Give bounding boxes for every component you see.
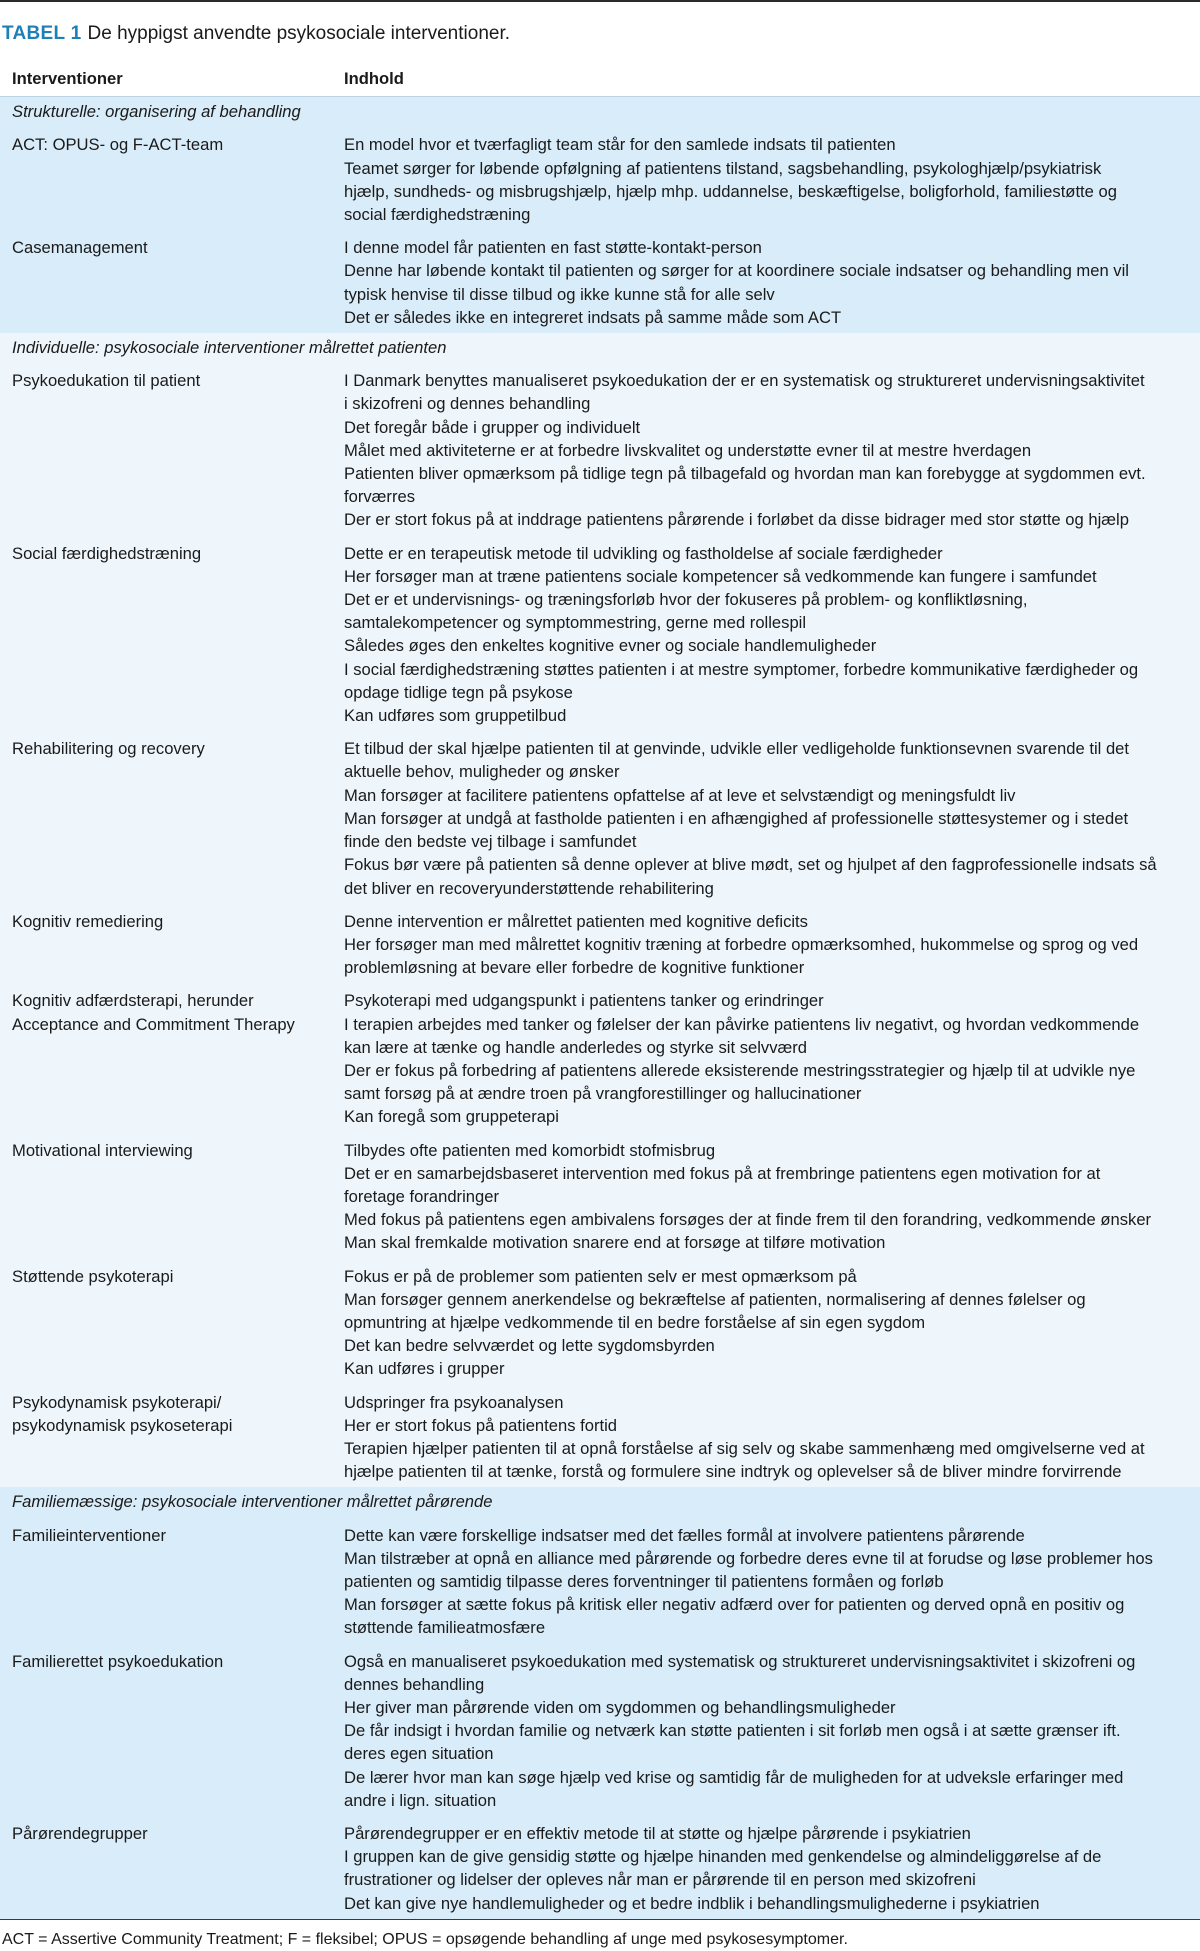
content-line: hjælp, sundheds- og misbrugshjælp, hjælp mhp. uddannelse, beskæftigelse, boligforhold, familiestøtte og	[344, 181, 1117, 201]
content-line: Dette er en terapeutisk metode til udvikling og fastholdelse af sociale færdigheder	[344, 543, 943, 563]
intervention-cell	[0, 731, 340, 903]
intervention-name-line: Rehabilitering og recovery	[12, 739, 205, 759]
content-cell	[340, 1644, 1200, 1816]
caption-text: De hyppigst anvendte psykosociale interventioner.	[87, 23, 511, 44]
content-cell	[340, 1133, 1200, 1259]
section-title: Familiemæssige: psykosociale interventioner målrettet pårørende	[0, 1487, 1200, 1517]
content-line: Det kan give nye handlemuligheder og et bedre indblik i behandlingsmulighederne i psykiatrien	[344, 1893, 1040, 1913]
content-cell	[340, 904, 1200, 984]
table-row	[0, 363, 1200, 535]
content-line: foretage forandringer	[344, 1186, 499, 1206]
content-line: Kan foregå som gruppeterapi	[344, 1107, 559, 1127]
content-line: Dette kan være forskellige indsatser med det fælles formål at involvere patientens pårørende	[344, 1525, 1025, 1545]
content-line: Patienten bliver opmærksom på tidlige tegn på tilbagefald og hvordan man kan forebygge at sygdommen evt.	[344, 464, 1146, 484]
intervention-name-line: Støttende psykoterapi	[12, 1266, 174, 1286]
content-line: dennes behandling	[344, 1674, 485, 1694]
interventions-table	[0, 60, 1200, 1951]
content-line: Her forsøger man at træne patientens sociale kompetencer så vedkommende kan fungere i samfundet	[344, 566, 1097, 586]
content-line: I denne model får patienten en fast støtte-kontakt-person	[344, 238, 762, 258]
content-cell	[340, 1518, 1200, 1644]
intervention-name-line: ACT: OPUS- og F-ACT-team	[12, 135, 224, 155]
header-interventions: Interventioner	[0, 60, 340, 97]
content-line: Kan udføres i grupper	[344, 1359, 505, 1379]
content-line: andre i lign. situation	[344, 1790, 497, 1810]
content-line: Pårørendegrupper er en effektiv metode til at støtte og hjælpe pårørende i psykiatrien	[344, 1824, 971, 1844]
content-line: En model hvor et tværfagligt team står for den samlede indsats til patienten	[344, 135, 896, 155]
content-line: typisk henvise til disse tilbud og ikke kunne stå for alle selv	[344, 284, 775, 304]
content-line: Det er et undervisnings- og træningsforløb hvor der fokuseres på problem- og konfliktløsning,	[344, 590, 1028, 610]
intervention-name-line: Familierettet psykoedukation	[12, 1651, 224, 1671]
table-row	[0, 1133, 1200, 1259]
table-row	[0, 983, 1200, 1132]
content-line: Man forsøger gennem anerkendelse og bekræftelse af patienten, normalisering af dennes følelser og	[344, 1289, 1086, 1309]
content-line: opmuntring at hjælpe vedkommende til en bedre forståelse af sin egen sygdom	[344, 1312, 926, 1332]
content-line: Man forsøger at facilitere patientens opfattelse af at leve et selvstændigt og meningsfuldt liv	[344, 785, 1016, 805]
intervention-cell	[0, 1133, 340, 1259]
content-line: I social færdighedstræning støttes patienten i at mestre symptomer, forbedre kommunikative færdigheder og	[344, 659, 1139, 679]
content-line: Det er en samarbejdsbaseret intervention med fokus på at frembringe patientens egen motivation for at	[344, 1163, 1101, 1183]
content-cell	[340, 731, 1200, 903]
table-row	[0, 1518, 1200, 1644]
content-line: Således øges den enkeltes kognitive evner og sociale handlemuligheder	[344, 636, 877, 656]
intervention-cell	[0, 127, 340, 230]
intervention-name-line: Kognitiv remediering	[12, 911, 164, 931]
intervention-name-line: Social færdighedstræning	[12, 543, 202, 563]
table-row	[0, 127, 1200, 230]
intervention-name-line: Motivational interviewing	[12, 1140, 193, 1160]
content-cell	[340, 363, 1200, 535]
content-line: Udspringer fra psykoanalysen	[344, 1392, 564, 1412]
intervention-cell	[0, 1644, 340, 1816]
content-line: Denne intervention er målrettet patienten med kognitive deficits	[344, 911, 808, 931]
content-line: Der er stort fokus på at inddrage patientens pårørende i forløbet da disse bidrager med stor støtte og hjælp	[344, 510, 1129, 530]
content-line: Man forsøger at sætte fokus på kritisk eller negativ adfærd over for patienten og derved opnå en positiv og	[344, 1595, 1125, 1615]
content-line: Et tilbud der skal hjælpe patienten til at genvinde, udvikle eller vedligeholde funktionsevnen svarende til det	[344, 739, 1130, 759]
section-title: Strukturelle: organisering af behandling	[0, 97, 1200, 128]
content-line: patienten og samtidig tilpasse deres forventninger til patientens formåen og forløb	[344, 1571, 944, 1591]
intervention-name-line: psykodynamisk psykoseterapi	[12, 1415, 233, 1435]
table-row	[0, 1259, 1200, 1385]
table-row	[0, 536, 1200, 732]
content-line: Her er stort fokus på patientens fortid	[344, 1415, 618, 1435]
content-line: Der er fokus på forbedring af patientens allerede eksisterende mestringsstrategier og hjælp til at udvikle nye	[344, 1060, 1136, 1080]
content-line: Også en manualiseret psykoedukation med systematisk og struktureret undervisningsaktivitet i skizofreni og	[344, 1651, 1136, 1671]
content-line: aktuelle behov, muligheder og ønsker	[344, 762, 620, 782]
footnote-row	[0, 1919, 1200, 1951]
table-row	[0, 1816, 1200, 1919]
content-line: problemløsning at bevare eller forbedre de kognitive funktioner	[344, 958, 805, 978]
content-line: støttende familieatmosfære	[344, 1618, 546, 1638]
content-line: I Danmark benyttes manualiseret psykoedukation der er en systematisk og struktureret undervisningsaktivitet	[344, 371, 1145, 391]
content-line: samtalekompetencer og symptommestring, gerne med rollespil	[344, 613, 807, 633]
content-line: deres egen situation	[344, 1744, 494, 1764]
footnote: ACT = Assertive Community Treatment; F = fleksibel; OPUS = opsøgende behandling af unge med psykosesymptomer.	[0, 1919, 1200, 1951]
intervention-name-line: Casemanagement	[12, 238, 148, 258]
table-body	[0, 97, 1200, 1920]
content-line: Terapien hjælper patienten til at opnå forståelse af sig selv og skabe sammenhæng med omgivelserne ved at	[344, 1438, 1145, 1458]
intervention-name-line: Psykoedukation til patient	[12, 371, 201, 391]
section-row	[0, 1487, 1200, 1517]
intervention-cell	[0, 983, 340, 1132]
content-line: det bliver en recoveryunderstøttende rehabilitering	[344, 878, 714, 898]
content-line: social færdighedstræning	[344, 205, 531, 225]
content-line: I terapien arbejdes med tanker og følelser der kan påvirke patientens liv negativt, og hvordan vedkommende	[344, 1014, 1140, 1034]
content-line: Kan udføres som gruppetilbud	[344, 706, 567, 726]
content-line: Fokus er på de problemer som patienten selv er mest opmærksom på	[344, 1266, 857, 1286]
content-line: frustrationer og lidelser der opleves når man er pårørende til en person med skizofreni	[344, 1870, 976, 1890]
content-line: Man skal fremkalde motivation snarere end at forsøge at tilføre motivation	[344, 1233, 886, 1253]
intervention-name-line: Acceptance and Commitment Therapy	[12, 1014, 295, 1034]
content-line: Tilbydes ofte patienten med komorbidt stofmisbrug	[344, 1140, 716, 1160]
content-line: De lærer hvor man kan søge hjælp ved krise og samtidig får de muligheden for at udveksle erfaringer med	[344, 1767, 1124, 1787]
table-row	[0, 904, 1200, 984]
header-row	[0, 60, 1200, 97]
content-line: hjælpe patienten til at tænke, forstå og formulere sine indtryk og oplevelser så de bliver mindre forvirrende	[344, 1462, 1122, 1482]
content-line: Her forsøger man med målrettet kognitiv træning at forbedre opmærksomhed, hukommelse og sprog og ved	[344, 934, 1139, 954]
content-line: Denne har løbende kontakt til patienten og sørger for at koordinere sociale indsatser og behandling men vil	[344, 261, 1129, 281]
table-row	[0, 1644, 1200, 1816]
content-line: finde den bedste vej tilbage i samfundet	[344, 832, 637, 852]
section-row	[0, 333, 1200, 363]
caption-label: TABEL 1	[2, 23, 82, 44]
table-row	[0, 230, 1200, 333]
content-cell	[340, 1259, 1200, 1385]
content-line: opdage tidlige tegn på psykose	[344, 682, 573, 702]
intervention-cell	[0, 1259, 340, 1385]
intervention-name-line: Pårørendegrupper	[12, 1824, 148, 1844]
intervention-cell	[0, 1518, 340, 1644]
content-cell	[340, 536, 1200, 732]
intervention-name-line: Kognitiv adfærdsterapi, herunder	[12, 991, 254, 1011]
intervention-cell	[0, 536, 340, 732]
content-line: Man forsøger at undgå at fastholde patienten i en afhængighed af professionelle støttesystemer og i stedet	[344, 808, 1129, 828]
content-line: Teamet sørger for løbende opfølgning af patientens tilstand, sagsbehandling, psykologhjælp/psykiatrisk	[344, 158, 1102, 178]
content-cell	[340, 1385, 1200, 1488]
content-line: Man tilstræber at opnå en alliance med pårørende og forbedre deres evne til at forudse og løse problemer hos	[344, 1548, 1153, 1568]
table-row	[0, 731, 1200, 903]
intervention-name-line: Familieinterventioner	[12, 1525, 167, 1545]
intervention-cell	[0, 1816, 340, 1919]
content-line: Med fokus på patientens egen ambivalens forsøges der at finde frem til den forandring, vedkommende ønsker	[344, 1210, 1152, 1230]
intervention-name-line: Psykodynamisk psykoterapi/	[12, 1392, 222, 1412]
content-cell	[340, 127, 1200, 230]
content-cell	[340, 230, 1200, 333]
content-line: Målet med aktiviteterne er at forbedre livskvalitet og understøtte evner til at mestre hverdagen	[344, 440, 1032, 460]
section-row	[0, 97, 1200, 128]
header-content: Indhold	[340, 60, 1200, 97]
content-cell	[340, 983, 1200, 1132]
content-line: i skizofreni og dennes behandling	[344, 394, 591, 414]
intervention-cell	[0, 363, 340, 535]
content-line: samt forsøg på at ændre troen på vrangforestillinger og hallucinationer	[344, 1084, 862, 1104]
content-line: Psykoterapi med udgangspunkt i patientens tanker og erindringer	[344, 991, 824, 1011]
content-cell	[340, 1816, 1200, 1919]
intervention-cell	[0, 1385, 340, 1488]
content-line: Her giver man pårørende viden om sygdommen og behandlingsmuligheder	[344, 1698, 896, 1717]
content-line: Det kan bedre selvværdet og lette sygdomsbyrden	[344, 1336, 715, 1356]
intervention-cell	[0, 904, 340, 984]
content-line: Fokus bør være på patienten så denne oplever at blive mødt, set og hjulpet af den fagprofessionelle indsats så	[344, 855, 1157, 875]
content-line: Det foregår både i grupper og individuelt	[344, 417, 641, 437]
content-line: De får indsigt i hvordan familie og netværk kan støtte patienten i sit forløb men også i at sætte grænser ift.	[344, 1721, 1121, 1741]
content-line: I gruppen kan de give gensidig støtte og hjælpe hinanden med genkendelse og almindeliggørelse af de	[344, 1847, 1102, 1867]
content-line: Det er således ikke en integreret indsats på samme måde som ACT	[344, 307, 842, 327]
intervention-cell	[0, 230, 340, 333]
table-row	[0, 1385, 1200, 1488]
content-line: forværres	[344, 487, 415, 507]
section-title: Individuelle: psykosociale interventioner målrettet patienten	[0, 333, 1200, 363]
content-line: kan lære at tænke og handle anderledes og styrke sit selvværd	[344, 1037, 808, 1057]
table-caption	[0, 2, 1200, 47]
